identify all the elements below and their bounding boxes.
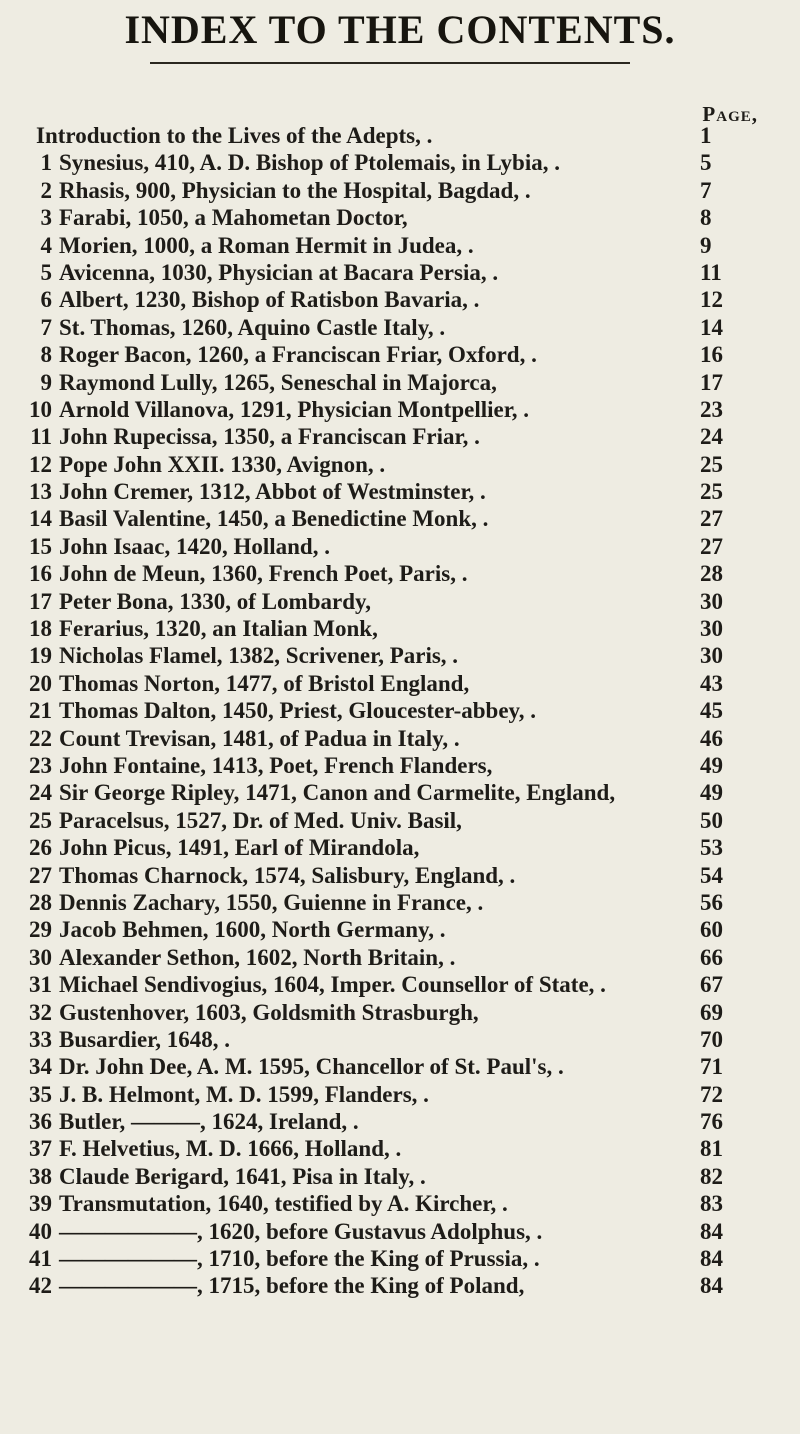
entry-number: 35 [29,1081,52,1107]
entry-label: Rhasis, 900, Physician to the Hospital, Bagdad, . [59,177,531,203]
index-entry [0,533,800,560]
entry-number: 38 [29,1163,52,1189]
index-entry [0,916,800,943]
entry-number: 37 [29,1136,52,1162]
index-entry [0,478,800,505]
entry-label: Introduction to the Lives of the Adepts, . [36,123,433,148]
entry-number: 17 [29,588,52,614]
entry-page: 27 [700,533,723,559]
entry-label: ——————, 1620, before Gustavus Adolphus, . [59,1218,543,1244]
entry-page: 84 [700,1218,723,1244]
entry-label: Thomas Dalton, 1450, Priest, Gloucester-abbey, . [59,698,537,724]
entry-label: Thomas Charnock, 1574, Salisbury, England, . [59,862,516,888]
entry-number: 24 [29,780,52,806]
index-entries [0,122,800,1300]
entry-page: 53 [700,835,723,861]
entry-label: Farabi, 1050, a Mahometan Doctor, [59,205,408,231]
entry-page: 27 [700,506,723,532]
entry-label: Dennis Zachary, 1550, Guienne in France, . [59,889,484,915]
entry-label: F. Helvetius, M. D. 1666, Holland, . [59,1136,402,1162]
entry-number: 11 [30,424,52,450]
index-entry [0,1163,800,1190]
entry-number: 27 [29,862,52,888]
entry-label: Michael Sendivogius, 1604, Imper. Counsellor of State, . [59,972,606,998]
entry-number: 9 [40,369,52,395]
entry-page: 30 [700,643,723,669]
page-title: INDEX TO THE CONTENTS. [124,7,676,52]
index-entry [0,1108,800,1135]
entry-page: 30 [700,588,723,614]
entry-number: 28 [29,889,52,915]
entry-label: Nicholas Flamel, 1382, Scrivener, Paris, . [59,643,459,669]
entry-number: 32 [29,999,52,1025]
entry-page: 11 [700,259,722,285]
entry-page: 84 [700,1246,723,1272]
entry-label: Avicenna, 1030, Physician at Bacara Persia, . [59,259,499,285]
entry-label: Sir George Ripley, 1471, Canon and Carmelite, England, [59,780,616,806]
entry-number: 18 [29,616,52,642]
entry-number: 36 [29,1109,52,1135]
entry-label: John Cremer, 1312, Abbot of Westminster, . [59,479,486,505]
entry-page: 12 [700,287,723,313]
entry-page: 71 [700,1054,723,1080]
index-entry [0,615,800,642]
entry-label: Dr. John Dee, A. M. 1595, Chancellor of St. Paul's, . [59,1054,564,1080]
entry-page: 23 [700,396,723,422]
entry-label: Raymond Lully, 1265, Seneschal in Majorca, [59,369,497,395]
entry-label: Albert, 1230, Bishop of Ratisbon Bavaria, . [59,287,480,313]
entry-number: 13 [29,479,52,505]
index-entry [0,1026,800,1053]
entry-page: 14 [700,314,723,340]
entry-number: 15 [29,533,52,559]
entry-page: 8 [700,205,712,231]
index-entry [0,1053,800,1080]
entry-label: St. Thomas, 1260, Aquino Castle Italy, . [59,314,446,340]
index-entry [0,423,800,450]
index-entry [0,752,800,779]
entry-label: John Rupecissa, 1350, a Franciscan Friar, . [59,424,480,450]
entry-page: 69 [700,999,723,1025]
entry-page: 9 [700,232,712,258]
entry-page: 54 [700,862,723,888]
index-entry [0,1218,800,1245]
entry-page: 25 [700,479,723,505]
index-entry [0,697,800,724]
entry-number: 20 [29,670,52,696]
index-entry [0,369,800,396]
index-entry [0,560,800,587]
index-entry [0,834,800,861]
index-entry [0,204,800,231]
index-entry [0,944,800,971]
entry-number: 12 [29,451,52,477]
entry-page: 24 [700,424,723,450]
index-entry [0,889,800,916]
entry-page: 84 [700,1273,723,1299]
index-entry [0,862,800,889]
entry-label: John Fontaine, 1413, Poet, French Flanders, [59,752,493,778]
entry-page: 70 [700,1026,723,1052]
entry-number: 25 [29,807,52,833]
index-entry-introduction [0,122,800,149]
index-entry [0,232,800,259]
index-entry [0,177,800,204]
entry-page: 1 [700,123,712,148]
entry-label: Synesius, 410, A. D. Bishop of Ptolemais, in Lybia, . [59,150,560,176]
entry-label: Ferarius, 1320, an Italian Monk, [59,616,378,642]
entry-label: John Picus, 1491, Earl of Mirandola, [59,835,420,861]
page-column-label: Page, [702,102,758,126]
entry-number: 1 [40,150,52,176]
entry-label: John de Meun, 1360, French Poet, Paris, . [59,561,468,587]
entry-number: 21 [29,698,52,724]
entry-page: 45 [700,698,723,724]
entry-number: 34 [29,1054,52,1080]
entry-number: 10 [29,396,52,422]
entry-label: Claude Berigard, 1641, Pisa in Italy, . [59,1163,426,1189]
entry-page: 5 [700,150,712,176]
entry-page: 82 [700,1163,723,1189]
entry-label: J. B. Helmont, M. D. 1599, Flanders, . [59,1081,429,1107]
index-entry [0,670,800,697]
entry-page: 49 [700,780,723,806]
entry-page: 17 [700,369,723,395]
entry-label: ——————, 1715, before the King of Poland, [59,1273,525,1299]
entry-number: 23 [29,752,52,778]
entry-number: 7 [40,314,52,340]
entry-label: John Isaac, 1420, Holland, . [59,533,330,559]
entry-page: 56 [700,889,723,915]
entry-number: 19 [29,643,52,669]
entry-label: Arnold Villanova, 1291, Physician Montpellier, . [59,396,530,422]
entry-page: 83 [700,1191,723,1217]
entry-number: 8 [40,342,52,368]
index-entry [0,1245,800,1272]
entry-number: 42 [29,1273,52,1299]
index-entry [0,341,800,368]
index-entry [0,971,800,998]
entry-label: Pope John XXII. 1330, Avignon, . [59,451,386,477]
index-entry [0,286,800,313]
entry-label: Roger Bacon, 1260, a Franciscan Friar, Oxford, . [59,342,537,368]
entry-number: 16 [29,561,52,587]
entry-label: Butler, ———, 1624, Ireland, . [59,1109,359,1135]
index-entry [0,779,800,806]
entry-page: 43 [700,670,723,696]
entry-page: 81 [700,1136,723,1162]
entry-page: 76 [700,1109,723,1135]
entry-number: 41 [29,1246,52,1272]
entry-number: 33 [29,1026,52,1052]
entry-label: Morien, 1000, a Roman Hermit in Judea, . [59,232,474,258]
entry-number: 30 [29,944,52,970]
entry-number: 5 [40,259,52,285]
index-entry [0,1081,800,1108]
entry-page: 25 [700,451,723,477]
index-entry [0,642,800,669]
entry-number: 2 [40,177,52,203]
entry-label: Transmutation, 1640, testified by A. Kircher, . [59,1191,508,1217]
index-entry [0,396,800,423]
entry-label: Gustenhover, 1603, Goldsmith Strasburgh, [59,999,479,1025]
entry-page: 49 [700,752,723,778]
index-entry [0,314,800,341]
index-entry [0,149,800,176]
entry-label: Basil Valentine, 1450, a Benedictine Monk, . [59,506,489,532]
index-entry [0,1272,800,1299]
entry-page: 28 [700,561,723,587]
index-entry [0,259,800,286]
entry-page: 30 [700,616,723,642]
entry-number: 29 [29,917,52,943]
entry-number: 3 [40,205,52,231]
index-entry [0,451,800,478]
entry-page: 67 [700,972,723,998]
entry-number: 22 [29,725,52,751]
entry-number: 4 [40,232,52,258]
title-rule [150,62,630,64]
index-entry [0,1190,800,1217]
index-entry [0,1135,800,1162]
entry-number: 31 [29,972,52,998]
index-entry [0,999,800,1026]
entry-page: 72 [700,1081,723,1107]
entry-page: 66 [700,944,723,970]
entry-number: 40 [29,1218,52,1244]
entry-label: ——————, 1710, before the King of Prussia, . [59,1246,540,1272]
entry-label: Paracelsus, 1527, Dr. of Med. Univ. Basil, [59,807,462,833]
index-entry [0,505,800,532]
entry-label: Count Trevisan, 1481, of Padua in Italy, . [59,725,460,751]
entry-number: 6 [40,287,52,313]
index-entry [0,807,800,834]
entry-page: 16 [700,342,723,368]
entry-page: 46 [700,725,723,751]
index-entry [0,725,800,752]
entry-label: Alexander Sethon, 1602, North Britain, . [59,944,456,970]
entry-number: 39 [29,1191,52,1217]
entry-label: Peter Bona, 1330, of Lombardy, [59,588,371,614]
entry-number: 14 [29,506,52,532]
entry-label: Busardier, 1648, . [59,1026,231,1052]
entry-label: Jacob Behmen, 1600, North Germany, . [59,917,446,943]
entry-page: 60 [700,917,723,943]
entry-page: 50 [700,807,723,833]
index-entry [0,588,800,615]
entry-label: Thomas Norton, 1477, of Bristol England, [59,670,470,696]
entry-number: 26 [29,835,52,861]
entry-page: 7 [700,177,712,203]
